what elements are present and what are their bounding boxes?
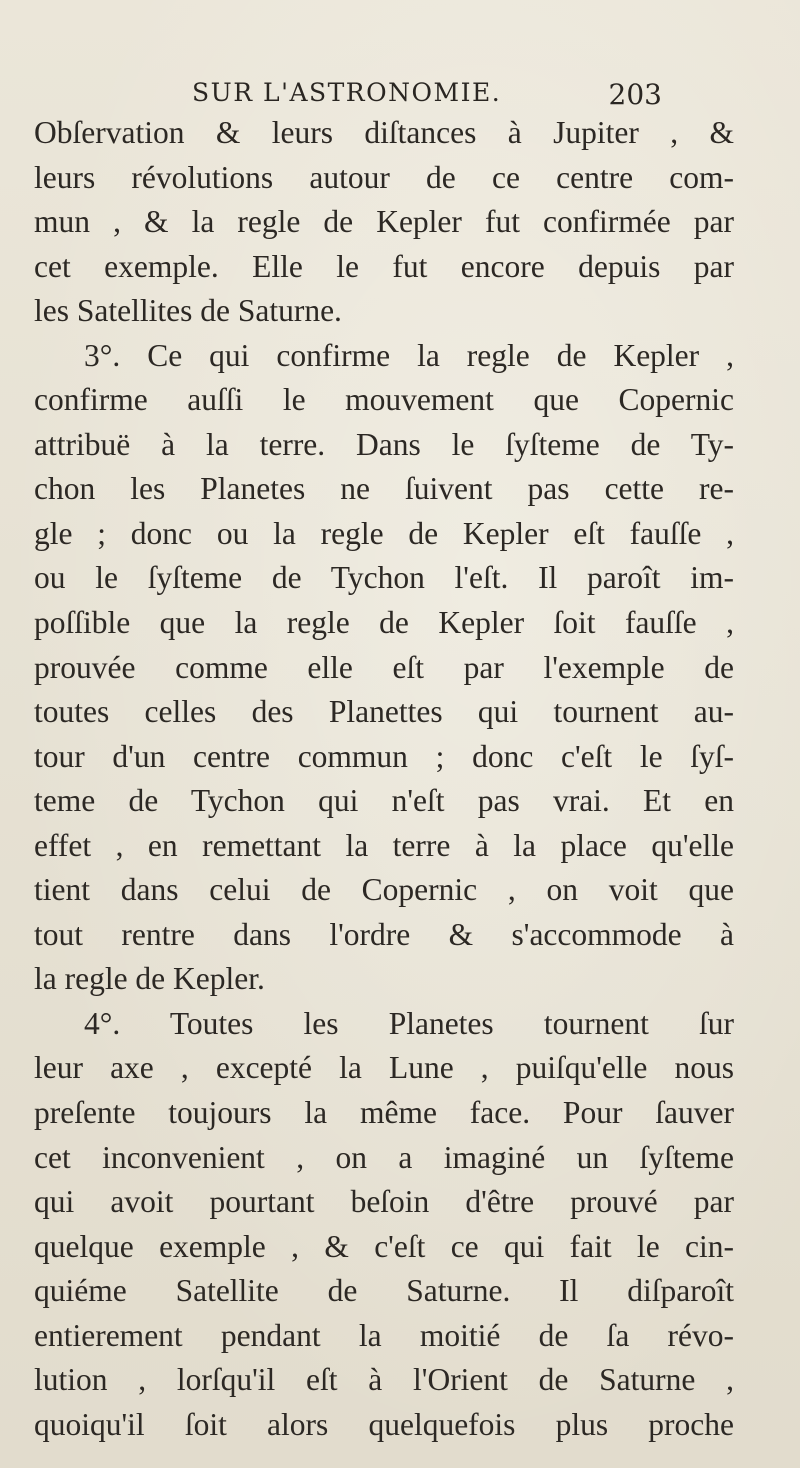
text-line: ou le ſyſteme de Tychon l'eſt. Il paroît im- xyxy=(34,560,734,596)
text-line: cet inconvenient , on a imaginé un ſyſteme xyxy=(34,1139,734,1175)
text-line: teme de Tychon qui n'eſt pas vrai. Et en xyxy=(34,783,734,819)
text-line: tour d'un centre commun ; donc c'eſt le ſyſ- xyxy=(34,738,734,774)
running-head: SUR L'ASTRONOMIE. xyxy=(192,78,502,107)
page-number: 203 xyxy=(608,78,662,111)
text-line: gle ; donc ou la regle de Kepler eſt fauſſe , xyxy=(34,515,734,551)
text-line: 3°. Ce qui confirme la regle de Kepler , xyxy=(84,337,734,373)
text-line: chon les Planetes ne ſuivent pas cette re- xyxy=(34,471,734,507)
text-line: Obſervation & leurs diſtances à Jupiter , & xyxy=(34,115,734,150)
text-line: effet , en remettant la terre à la place qu'elle xyxy=(34,827,734,863)
text-line: quiéme Satellite de Saturne. Il diſparoît xyxy=(34,1273,734,1309)
text-line: attribuë à la terre. Dans le ſyſteme de Ty- xyxy=(34,426,734,462)
text-line: cet exemple. Elle le fut encore depuis par xyxy=(34,248,734,284)
text-line: qui avoit pourtant beſoin d'être prouvé par xyxy=(34,1184,734,1220)
text-line: poſſible que la regle de Kepler ſoit fauſſe , xyxy=(34,605,734,641)
text-line: mun , & la regle de Kepler fut confirmée par xyxy=(34,204,734,240)
text-line: tient dans celui de Copernic , on voit que xyxy=(34,872,734,908)
text-line: la regle de Kepler. xyxy=(34,961,265,997)
body-text xyxy=(34,111,734,1447)
text-line: 4°. Toutes les Planetes tournent ſur xyxy=(84,1005,734,1041)
text-line: leur axe , excepté la Lune , puiſqu'elle nous xyxy=(34,1050,734,1086)
text-line: leurs révolutions autour de ce centre com- xyxy=(34,159,734,195)
text-line: lution , lorſqu'il eſt à l'Orient de Saturne , xyxy=(34,1362,734,1398)
text-line: toutes celles des Planettes qui tournent au- xyxy=(34,694,734,730)
text-line: quelque exemple , & c'eſt ce qui fait le cin- xyxy=(34,1228,734,1264)
text-line: prouvée comme elle eſt par l'exemple de xyxy=(34,649,734,685)
text-line: preſente toujours la même face. Pour ſauver xyxy=(34,1095,734,1131)
text-line: confirme auſſi le mouvement que Copernic xyxy=(34,382,734,418)
text-line: entierement pendant la moitié de ſa révo- xyxy=(34,1317,734,1353)
text-line: les Satellites de Saturne. xyxy=(34,293,342,329)
text-line: tout rentre dans l'ordre & s'accommode à xyxy=(34,916,734,952)
text-line: quoiqu'il ſoit alors quelquefois plus proche xyxy=(34,1406,734,1442)
